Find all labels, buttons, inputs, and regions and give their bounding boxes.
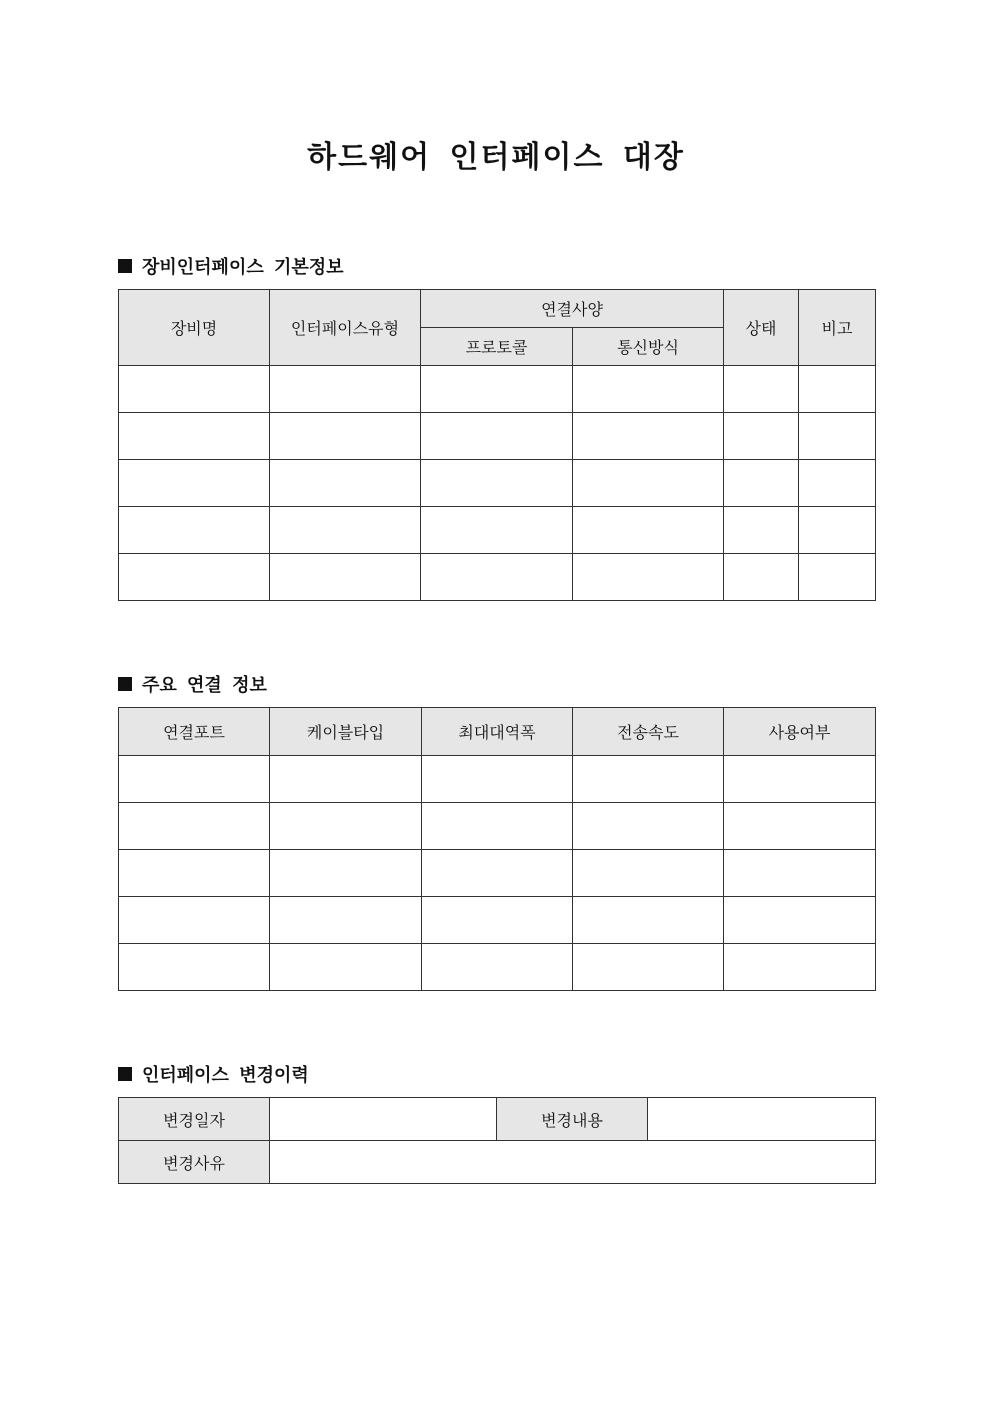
table-cell[interactable] [119,460,270,507]
square-bullet-icon [118,1067,132,1081]
section-heading-label: 인터페이스 변경이력 [142,1065,309,1086]
table-cell[interactable] [724,897,876,944]
header-cable-type: 케이블타입 [270,708,422,756]
table-cell[interactable] [573,460,724,507]
label-change-reason: 변경사유 [119,1141,270,1184]
table-cell[interactable] [422,944,573,991]
connection-info-table [118,707,876,991]
header-comm-method: 통신방식 [573,328,724,366]
table-cell[interactable] [119,413,270,460]
table-cell[interactable] [422,897,573,944]
table-row [119,897,876,944]
table-row [119,803,876,850]
table-cell[interactable] [270,413,421,460]
header-protocol: 프로토콜 [421,328,573,366]
header-interface-type: 인터페이스유형 [270,290,421,366]
table-cell[interactable] [799,366,876,413]
header-remarks: 비고 [799,290,876,366]
field-change-content[interactable] [648,1098,876,1141]
table-cell[interactable] [573,366,724,413]
table-cell[interactable] [573,507,724,554]
table-cell[interactable] [421,413,573,460]
table-cell[interactable] [119,366,270,413]
section-heading-label: 주요 연결 정보 [142,675,267,696]
section-heading-connection-info [118,671,267,697]
equipment-interface-table [118,289,876,601]
table-cell[interactable] [724,460,799,507]
header-max-bandwidth: 최대대역폭 [422,708,573,756]
header-usage: 사용여부 [724,708,876,756]
table-cell[interactable] [270,366,421,413]
square-bullet-icon [118,677,132,691]
change-history-table [118,1097,876,1184]
table-row [119,944,876,991]
table-cell[interactable] [573,554,724,601]
table-cell[interactable] [119,803,270,850]
section-heading-basic-info [118,253,344,279]
page-title: 하드웨어 인터페이스 대장 [307,140,685,175]
table-cell[interactable] [421,366,573,413]
table-cell[interactable] [724,366,799,413]
table-cell[interactable] [573,897,724,944]
table-cell[interactable] [119,944,270,991]
table-cell[interactable] [270,554,421,601]
table-cell[interactable] [573,850,724,897]
section-heading-label: 장비인터페이스 기본정보 [142,257,344,278]
table-cell[interactable] [724,850,876,897]
table-cell[interactable] [724,944,876,991]
table-cell[interactable] [270,944,422,991]
table-cell[interactable] [270,803,422,850]
table-cell[interactable] [270,897,422,944]
table-cell[interactable] [573,413,724,460]
table-row [119,850,876,897]
table-cell[interactable] [421,460,573,507]
table-cell[interactable] [724,413,799,460]
table-cell[interactable] [422,803,573,850]
table-cell[interactable] [421,554,573,601]
table-cell[interactable] [799,507,876,554]
table-cell[interactable] [573,756,724,803]
table-cell[interactable] [422,850,573,897]
label-change-date: 변경일자 [119,1098,270,1141]
table-cell[interactable] [119,850,270,897]
label-change-content: 변경내용 [497,1098,648,1141]
table-row [119,507,876,554]
table-cell[interactable] [119,507,270,554]
field-change-date[interactable] [270,1098,497,1141]
table-cell[interactable] [573,803,724,850]
table-cell[interactable] [799,413,876,460]
table-cell[interactable] [270,507,421,554]
header-transfer-speed: 전송속도 [573,708,724,756]
table-cell[interactable] [421,507,573,554]
table-cell[interactable] [724,756,876,803]
table-cell[interactable] [270,756,422,803]
table-cell[interactable] [724,803,876,850]
section-heading-change-history [118,1061,309,1087]
table-row [119,756,876,803]
table-row [119,460,876,507]
field-change-reason[interactable] [270,1141,876,1184]
table-cell[interactable] [799,554,876,601]
table-cell[interactable] [270,460,421,507]
table-cell[interactable] [573,944,724,991]
table-cell[interactable] [422,756,573,803]
table-cell[interactable] [724,507,799,554]
table-cell[interactable] [724,554,799,601]
header-status: 상태 [724,290,799,366]
table-row [119,554,876,601]
table-row [119,413,876,460]
table-cell[interactable] [799,460,876,507]
header-equipment-name: 장비명 [119,290,270,366]
table-cell[interactable] [270,850,422,897]
header-connection-spec: 연결사양 [421,290,724,328]
table-cell[interactable] [119,554,270,601]
table-cell[interactable] [119,756,270,803]
header-connection-port: 연결포트 [119,708,270,756]
table-cell[interactable] [119,897,270,944]
table-row [119,366,876,413]
square-bullet-icon [118,259,132,273]
